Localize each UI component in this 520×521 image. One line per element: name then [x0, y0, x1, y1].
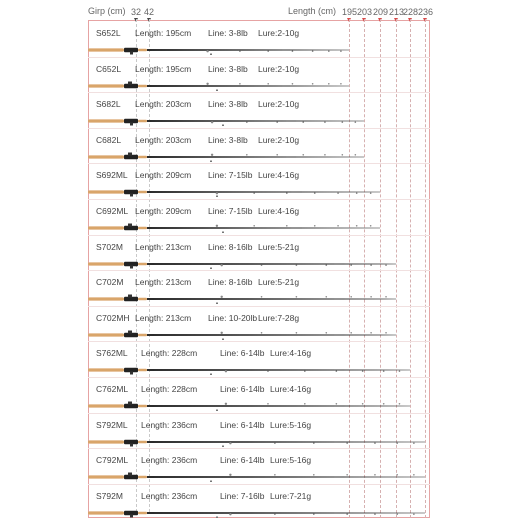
rod-guide — [413, 513, 415, 515]
rod-butt-cork — [88, 369, 124, 372]
rod-fore-grip — [138, 120, 147, 123]
row-divider — [88, 341, 430, 342]
rod-guide — [396, 513, 398, 515]
rod-line: Line: 6-14lb — [220, 455, 265, 466]
rod-blank — [147, 334, 396, 336]
rod-guide — [362, 371, 364, 373]
rod-length: Length: 213cm — [135, 241, 192, 252]
rod-guide — [336, 403, 338, 405]
rod-row — [0, 164, 520, 199]
row-divider — [88, 484, 430, 485]
rod-length: Length: 203cm — [135, 134, 192, 145]
rod-guide — [413, 474, 415, 476]
row-divider — [88, 92, 430, 93]
length-mark-195: 195 — [342, 7, 358, 17]
rod-trigger — [128, 402, 132, 405]
rod-line: Line: 7-15lb — [208, 170, 253, 181]
rod-trigger — [128, 295, 132, 298]
row-divider — [88, 235, 430, 236]
rod-fore-grip — [138, 84, 147, 87]
rod-row — [0, 58, 520, 93]
rod-foot — [130, 372, 133, 375]
rod-trigger — [128, 81, 132, 84]
rod-guide — [399, 371, 401, 373]
rod-butt-cork — [88, 155, 124, 158]
rod-guide — [370, 264, 372, 266]
rod-guide — [340, 83, 342, 85]
rod-lure: Lure:2-10g — [258, 134, 300, 145]
rod-guide — [261, 264, 263, 266]
rod-trigger — [128, 224, 132, 227]
rod-guide — [313, 474, 315, 476]
length-title: Length (cm) — [288, 6, 337, 16]
rod-butt-cork — [88, 120, 124, 123]
rod-blank — [147, 227, 380, 229]
rod-decal — [210, 374, 212, 376]
rod-guide — [304, 403, 306, 405]
rod-model: S682L — [96, 99, 121, 110]
rod-blank — [147, 512, 425, 514]
rod-guide — [370, 225, 372, 227]
rod-foot — [130, 265, 133, 268]
rod-guide — [292, 83, 294, 85]
rod-fore-grip — [138, 298, 147, 301]
rod-guide — [342, 154, 344, 156]
rod-guide — [337, 225, 339, 227]
rod-blank — [147, 298, 396, 300]
rod-guide — [239, 50, 241, 52]
rod-guide — [324, 154, 326, 156]
rod-blank — [147, 476, 425, 478]
rod-length: Length: 195cm — [135, 63, 192, 74]
rod-model: C792ML — [96, 455, 129, 466]
rod-blank — [147, 49, 349, 51]
rod-line: Line: 10-20lb — [208, 312, 258, 323]
rod-guide — [346, 474, 348, 476]
rod-guide — [225, 403, 227, 405]
row-divider — [88, 448, 430, 449]
rod-row — [0, 200, 520, 235]
rod-lure: Lure:7-28g — [258, 312, 300, 323]
rod-length: Length: 228cm — [141, 384, 198, 394]
rod-length: Length: 236cm — [141, 419, 198, 430]
rod-guide — [340, 50, 342, 52]
rod-blank — [147, 441, 425, 443]
rod-guide — [221, 264, 223, 266]
rod-guide — [286, 193, 288, 195]
rod-guide — [374, 513, 376, 515]
rod-guide — [396, 474, 398, 476]
rod-lure: Lure:2-10g — [258, 99, 300, 110]
rod-guide — [221, 296, 223, 298]
rod-foot — [130, 514, 133, 517]
rod-line: Line: 8-16lb — [208, 241, 253, 252]
rod-guide — [296, 264, 298, 266]
row-divider — [88, 270, 430, 271]
rod-fore-grip — [138, 262, 147, 265]
rod-guide — [313, 442, 315, 444]
rod-guide — [216, 192, 218, 194]
rod-guide — [355, 122, 357, 124]
rod-guide — [276, 154, 278, 156]
rod-guide — [261, 332, 263, 334]
rod-model: C652L — [96, 63, 122, 74]
rod-lure: Lure:4-16g — [270, 348, 312, 359]
rod-guide — [370, 296, 372, 298]
rod-guide — [216, 225, 218, 227]
rod-model: S792ML — [96, 419, 128, 430]
rod-blank — [147, 369, 410, 371]
rod-length: Length: 228cm — [141, 348, 198, 359]
rod-guide — [261, 296, 263, 298]
rod-lure: Lure:5-16g — [270, 419, 312, 430]
rod-row — [0, 236, 520, 271]
rod-guide — [337, 193, 339, 195]
rod-decal — [210, 267, 212, 269]
rod-blank — [147, 405, 410, 407]
rod-guide — [253, 225, 255, 227]
girth-title: Girp (cm) — [88, 6, 126, 16]
rod-guide — [356, 225, 358, 227]
rod-blank — [147, 263, 396, 265]
rod-guide — [229, 474, 231, 476]
rod-butt-cork — [88, 511, 124, 514]
length-mark-228: 228 — [403, 7, 419, 17]
rod-guide — [413, 442, 415, 444]
rod-guide — [325, 296, 327, 298]
rod-decal — [222, 232, 224, 234]
rod-guide — [325, 264, 327, 266]
row-divider — [88, 306, 430, 307]
rod-foot — [130, 194, 133, 197]
rod-fore-grip — [138, 511, 147, 514]
rod-decal — [222, 338, 224, 340]
rod-image — [0, 507, 520, 521]
rod-row — [0, 22, 520, 57]
rod-guide — [346, 442, 348, 444]
rod-fore-grip — [138, 405, 147, 408]
rod-model: C702M — [96, 277, 124, 288]
rod-guide — [239, 83, 241, 85]
rod-guide — [267, 83, 269, 85]
rod-butt-cork — [88, 226, 124, 229]
rod-model: S652L — [96, 28, 121, 38]
rod-guide — [396, 442, 398, 444]
rod-trigger — [128, 330, 132, 333]
rod-line: Line: 6-14lb — [220, 348, 265, 359]
rod-guide — [350, 296, 352, 298]
rod-length: Length: 195cm — [135, 28, 192, 38]
length-mark-213: 213 — [389, 7, 405, 17]
rod-lure: Lure:5-21g — [258, 241, 300, 252]
rod-guide — [350, 264, 352, 266]
rod-guide — [274, 474, 276, 476]
rod-guide — [399, 403, 401, 405]
rod-length: Length: 209cm — [135, 170, 192, 181]
rod-decal — [222, 445, 224, 447]
rod-guide — [370, 193, 372, 195]
rod-guide — [225, 370, 227, 372]
rod-guide — [350, 332, 352, 334]
rod-guide — [276, 122, 278, 124]
rod-guide — [229, 442, 231, 444]
rod-trigger — [128, 473, 132, 476]
rod-line: Line: 8-16lb — [208, 277, 253, 288]
rod-model: S692ML — [96, 170, 128, 181]
rod-row — [0, 93, 520, 128]
rod-guide — [385, 332, 387, 334]
rod-line: Line: 3-8lb — [208, 99, 248, 110]
rod-guide — [296, 332, 298, 334]
length-mark-209: 209 — [373, 7, 389, 17]
rod-length: Length: 236cm — [141, 490, 198, 501]
rod-guide — [274, 442, 276, 444]
rod-guide — [325, 332, 327, 334]
rod-decal — [216, 303, 218, 305]
rod-guide — [328, 50, 330, 52]
rod-guide — [362, 403, 364, 405]
row-divider — [88, 128, 430, 129]
rod-guide — [274, 513, 276, 515]
rod-model: S792M — [96, 490, 123, 501]
rod-guide — [328, 83, 330, 85]
rod-guide — [374, 474, 376, 476]
rod-guide — [314, 225, 316, 227]
rod-guide — [385, 264, 387, 266]
rod-row — [0, 271, 520, 306]
row-divider — [88, 57, 430, 58]
rod-guide — [211, 121, 213, 123]
rod-guide — [267, 50, 269, 52]
rod-lure: Lure:7-21g — [270, 490, 312, 501]
rod-guide — [246, 122, 248, 124]
rod-guide — [267, 403, 269, 405]
rod-butt-cork — [88, 404, 124, 407]
rod-row — [0, 414, 520, 449]
row-divider — [88, 413, 430, 414]
row-divider — [88, 199, 430, 200]
rod-butt-cork — [88, 440, 124, 443]
rod-fore-grip — [138, 49, 147, 52]
rod-guide — [356, 193, 358, 195]
girth-mark-32: 32 — [131, 7, 142, 17]
rod-guide — [221, 331, 223, 333]
rod-line: Line: 7-15lb — [208, 206, 253, 216]
rod-guide — [355, 154, 357, 156]
rod-model: C762ML — [96, 384, 129, 394]
rod-guide — [383, 403, 385, 405]
rod-guide — [246, 154, 248, 156]
rod-length: Length: 236cm — [141, 455, 198, 466]
rod-guide — [312, 50, 314, 52]
rod-blank — [147, 191, 380, 193]
rod-guide — [312, 83, 314, 85]
rod-length: Length: 203cm — [135, 99, 192, 110]
rod-lure: Lure:4-16g — [270, 384, 312, 394]
rod-guide — [374, 442, 376, 444]
rod-guide — [302, 154, 304, 156]
rod-lure: Lure:4-16g — [258, 170, 300, 181]
rod-line: Line: 7-16lb — [220, 490, 265, 501]
rod-guide — [253, 193, 255, 195]
row-divider — [88, 377, 430, 378]
rod-line: Line: 3-8lb — [208, 63, 248, 74]
rod-guide — [206, 50, 208, 52]
rod-guide — [370, 332, 372, 334]
rod-model: S762ML — [96, 348, 128, 359]
rod-guide — [346, 513, 348, 515]
rod-guide — [296, 296, 298, 298]
rod-butt-cork — [88, 298, 124, 301]
rod-butt-cork — [88, 191, 124, 194]
rod-row — [0, 307, 520, 342]
rod-guide — [383, 371, 385, 373]
row-divider — [88, 163, 430, 164]
rod-decal — [210, 160, 212, 162]
rod-length: Length: 213cm — [135, 312, 192, 323]
rod-lure: Lure:5-16g — [270, 455, 312, 466]
rod-butt-cork — [88, 48, 124, 51]
rod-guide — [229, 513, 231, 515]
rod-fore-grip — [138, 369, 147, 372]
length-mark-236: 236 — [418, 7, 434, 17]
rod-fore-grip — [138, 476, 147, 479]
rod-lure: Lure:5-21g — [258, 277, 300, 288]
rod-butt-cork — [88, 84, 124, 87]
rod-fore-grip — [138, 440, 147, 443]
rod-guide — [336, 371, 338, 373]
rod-decal — [216, 516, 218, 518]
rod-foot — [130, 443, 133, 446]
rod-butt-cork — [88, 333, 124, 336]
rod-model: S702M — [96, 241, 123, 252]
rod-fore-grip — [138, 333, 147, 336]
rod-guide — [385, 296, 387, 298]
rod-row — [0, 449, 520, 484]
rod-guide — [206, 82, 208, 84]
rod-lure: Lure:2-10g — [258, 63, 300, 74]
rod-length: Length: 209cm — [135, 206, 192, 216]
rod-blank — [147, 120, 364, 122]
rod-guide — [292, 50, 294, 52]
rod-decal — [210, 481, 212, 483]
rod-fore-grip — [138, 227, 147, 230]
rod-blank — [147, 156, 364, 158]
rod-row — [0, 485, 520, 520]
rod-row — [0, 129, 520, 164]
rod-guide — [302, 122, 304, 124]
rod-guide — [342, 122, 344, 124]
rod-line: Line: 6-14lb — [220, 419, 265, 430]
rod-butt-cork — [88, 262, 124, 265]
rod-decal — [216, 196, 218, 198]
rod-butt-cork — [88, 476, 124, 479]
rod-length: Length: 213cm — [135, 277, 192, 288]
rod-line: Line: 3-8lb — [208, 134, 248, 145]
length-mark-203: 203 — [357, 7, 373, 17]
rod-decal — [216, 89, 218, 91]
rod-model: C702MH — [96, 312, 130, 323]
rod-guide — [267, 371, 269, 373]
rod-guide — [304, 371, 306, 373]
rod-fore-grip — [138, 191, 147, 194]
rod-row — [0, 378, 520, 413]
rod-guide — [324, 122, 326, 124]
rod-trigger — [128, 152, 132, 155]
rod-foot — [130, 123, 133, 126]
rod-model: C692ML — [96, 206, 129, 216]
rod-line: Line: 3-8lb — [208, 28, 248, 38]
rod-decal — [216, 410, 218, 412]
girth-mark-42: 42 — [144, 7, 155, 17]
rod-guide — [314, 193, 316, 195]
rod-line: Line: 6-14lb — [220, 384, 265, 394]
rod-guide — [286, 225, 288, 227]
rod-foot — [130, 52, 133, 55]
rod-guide — [211, 153, 213, 155]
rod-lure: Lure:4-16g — [258, 206, 300, 216]
rod-fore-grip — [138, 155, 147, 158]
rod-model: C682L — [96, 134, 122, 145]
rod-guide — [313, 513, 315, 515]
rod-decal — [210, 54, 212, 56]
rod-decal — [222, 125, 224, 127]
rod-blank — [147, 85, 349, 87]
rod-lure: Lure:2-10g — [258, 28, 300, 38]
rod-row — [0, 342, 520, 377]
